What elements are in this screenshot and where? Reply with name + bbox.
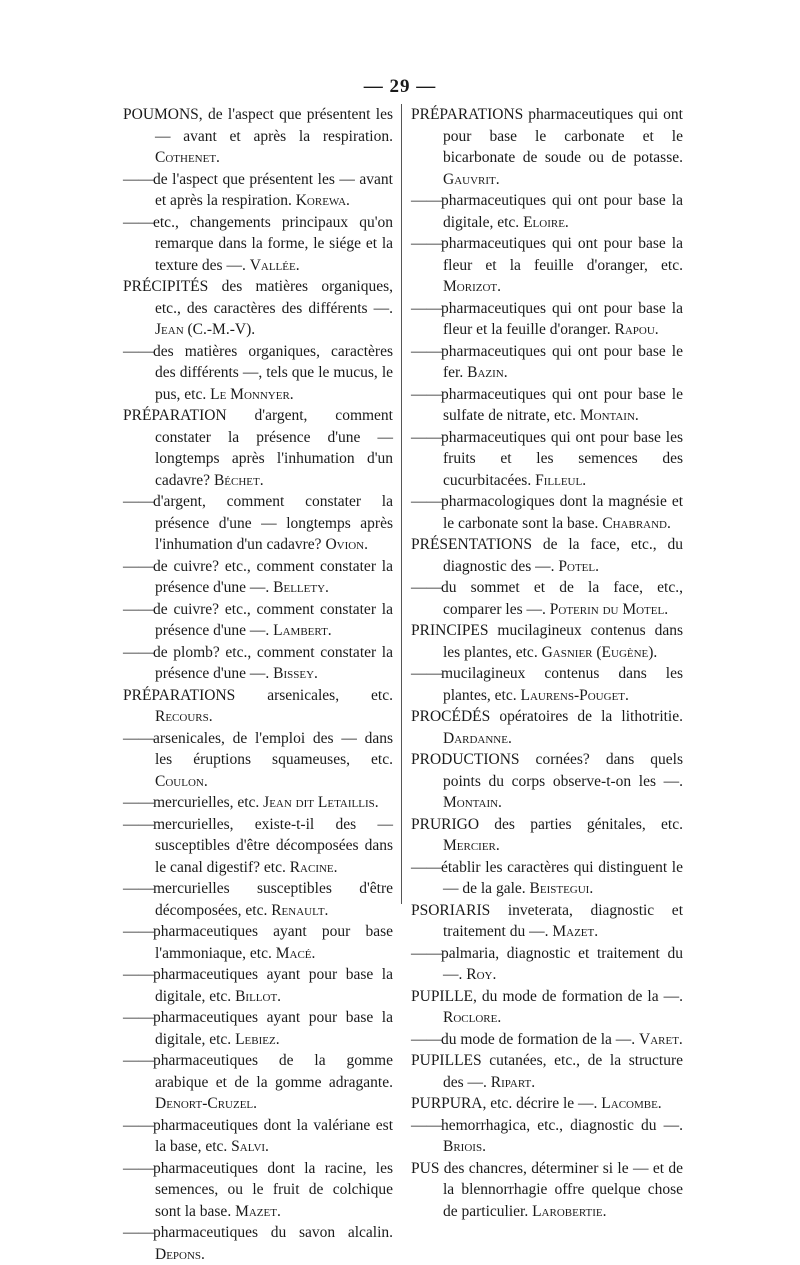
- entry-dash: ——: [123, 923, 154, 940]
- entry-text: pharmaceutiques qui ont pour base le fer.: [441, 342, 683, 381]
- index-entry: [123, 405, 393, 491]
- index-entry: [411, 104, 683, 190]
- entry-author: Gauvrit.: [443, 170, 500, 188]
- index-entry: [123, 599, 393, 642]
- entry-text: du mode de formation de la —.: [441, 1030, 640, 1048]
- entry-author: Briois.: [443, 1138, 486, 1155]
- entry-author: Montain.: [443, 794, 502, 811]
- index-entry: [411, 1050, 683, 1093]
- index-entry: [123, 212, 393, 277]
- index-entry: [123, 964, 393, 1007]
- entry-text: palmaria, diagnostic et traitement du —.: [441, 944, 683, 983]
- entry-author: Bellety.: [273, 579, 329, 596]
- entry-dash: ——: [411, 944, 442, 962]
- index-entry: [411, 1029, 683, 1051]
- entry-author: Laurens-Pouget.: [520, 686, 629, 704]
- index-entry: [411, 663, 683, 706]
- entry-dash: ——: [411, 299, 442, 317]
- entry-dash: ——: [411, 1030, 442, 1048]
- index-entry: [411, 620, 683, 663]
- entry-author: Cothenet.: [155, 149, 220, 166]
- entry-author: Mercier.: [443, 837, 500, 854]
- index-entry: [411, 1093, 683, 1115]
- entry-author: Bissey.: [273, 665, 318, 682]
- entry-text: PRINCIPES mucilagineux contenus dans les plantes, etc.: [411, 622, 683, 661]
- entry-text: de l'aspect que présentent les — avant et après la respiration.: [153, 170, 393, 209]
- index-entry: [123, 1158, 393, 1223]
- entry-author: Bazin.: [467, 364, 508, 381]
- index-entry: [123, 814, 393, 879]
- index-entry: [411, 190, 683, 233]
- entry-text: POUMONS, de l'aspect que présentent les — avant et après la respiration.: [123, 106, 393, 145]
- entry-text: pharmaceutiques dont la racine, les semences, ou le fruit de colchique sont la base.: [153, 1159, 393, 1220]
- entry-author: Roy.: [466, 966, 497, 983]
- index-entry: [411, 341, 683, 384]
- entry-author: Denort-Cruzel.: [155, 1095, 258, 1112]
- entry-dash: ——: [123, 342, 154, 360]
- index-entry: [123, 1115, 393, 1158]
- entry-dash: ——: [123, 729, 154, 747]
- entry-text: pharmaceutiques ayant pour base la digitale, etc.: [153, 966, 393, 1005]
- entry-dash: ——: [123, 1224, 154, 1241]
- index-entry: [123, 341, 393, 406]
- entry-text: etc., changements principaux qu'on remarque dans la forme, le siége et la texture des —.: [153, 213, 393, 274]
- index-entry: [123, 792, 393, 814]
- entry-author: Beistegui.: [529, 880, 594, 897]
- entry-author: Poterin du Motel.: [549, 600, 669, 618]
- entry-text: pharmaceutiques de la gomme arabique et de la gomme adragante.: [153, 1052, 393, 1091]
- entry-text: PROCÉDÉS opératoires de la lithotritie.: [411, 708, 683, 725]
- entry-author: Morizot.: [443, 278, 501, 295]
- entry-text: arsenicales, de l'emploi des — dans les éruptions squameuses, etc.: [153, 729, 393, 768]
- entry-author: Recours.: [155, 708, 213, 725]
- entry-text: hemorrhagica, etc., diagnostic du —.: [441, 1116, 683, 1134]
- column-divider: [401, 104, 402, 904]
- entry-author: Depons.: [155, 1245, 205, 1263]
- entry-author: Montain.: [579, 407, 639, 424]
- entry-dash: ——: [411, 192, 442, 209]
- entry-text: des matières organiques, caractères des différents —, tels que le mucus, le pus, etc.: [153, 342, 393, 403]
- entry-text: PRODUCTIONS cornées? dans quels points du corps observe-t-on les —.: [411, 751, 683, 790]
- entry-dash: ——: [123, 880, 154, 897]
- entry-author: Ovion.: [325, 536, 369, 553]
- entry-author: Eloire.: [523, 213, 569, 231]
- entry-author: Filleul.: [535, 471, 587, 489]
- entry-dash: ——: [411, 235, 442, 252]
- entry-dash: ——: [411, 579, 442, 596]
- entry-author: Roclore.: [443, 1009, 502, 1026]
- entry-dash: ——: [411, 385, 442, 403]
- left-column: [123, 104, 393, 1265]
- index-entry: [411, 900, 683, 943]
- index-entry: [123, 878, 393, 921]
- entry-author: Varet.: [639, 1030, 683, 1048]
- entry-text: du sommet et de la face, etc., comparer les —.: [441, 579, 683, 618]
- index-entry: [123, 491, 393, 556]
- index-entry: [411, 384, 683, 427]
- entry-author: Mazet.: [235, 1202, 281, 1220]
- entry-text: mercurielles susceptibles d'être décomposées, etc.: [153, 880, 393, 919]
- entry-text: PURPURA, etc. décrire le —.: [411, 1095, 602, 1112]
- index-entry: [123, 556, 393, 599]
- entry-author: Jean (C.-M.-V).: [155, 321, 256, 338]
- entry-text: pharmacologiques dont la magnésie et le carbonate sont la base.: [441, 493, 683, 532]
- entry-author: Coulon.: [155, 772, 208, 790]
- index-entry: [411, 491, 683, 534]
- entry-text: de cuivre? etc., comment constater la présence d'une —.: [153, 557, 393, 596]
- index-entry: [411, 814, 683, 857]
- entry-author: Le Monnyer.: [210, 385, 294, 403]
- entry-author: Chabrand.: [602, 514, 671, 532]
- entry-text: PSORIARIS inveterata, diagnostic et traitement du —.: [411, 901, 683, 940]
- entry-text: mucilagineux contenus dans les plantes, etc.: [441, 665, 683, 704]
- entry-text: pharmaceutiques qui ont pour base les fruits et les semences des cucurbitacées.: [441, 428, 683, 489]
- entry-author: Dardanne.: [443, 729, 512, 747]
- entry-dash: ——: [123, 794, 154, 811]
- page-number: — 29 —: [363, 76, 437, 97]
- entry-text: de plomb? etc., comment constater la présence d'une —.: [153, 643, 393, 682]
- index-entry: [123, 921, 393, 964]
- entry-dash: ——: [123, 815, 154, 833]
- index-entry: [411, 943, 683, 986]
- entry-author: Billot.: [235, 987, 282, 1005]
- entry-text: PUPILLES cutanées, etc., de la structure des —.: [411, 1052, 683, 1091]
- entry-author: Lambert.: [273, 622, 332, 639]
- entry-dash: ——: [123, 1009, 154, 1026]
- entry-author: Rapou.: [614, 321, 659, 338]
- entry-author: Korewa.: [295, 192, 350, 209]
- right-column: [411, 104, 683, 1222]
- index-entry: [123, 728, 393, 793]
- entry-author: Renault.: [271, 901, 329, 919]
- entry-text: PRURIGO des parties génitales, etc.: [411, 815, 683, 833]
- entry-dash: ——: [411, 858, 442, 876]
- entry-author: Béchet.: [213, 471, 264, 489]
- entry-text: pharmaceutiques dont la valériane est la base, etc.: [153, 1116, 393, 1155]
- entry-author: Macé.: [275, 944, 316, 962]
- entry-dash: ——: [411, 1116, 442, 1134]
- entry-author: Salvi.: [231, 1138, 269, 1155]
- index-entry: [411, 706, 683, 749]
- entry-author: Ripart.: [490, 1073, 536, 1091]
- entry-dash: ——: [123, 1052, 154, 1069]
- entry-author: Lebiez.: [235, 1030, 280, 1048]
- entry-dash: ——: [123, 170, 154, 188]
- entry-text: d'argent, comment constater la présence d'une — longtemps après l'inhumation d'un cadavre?: [153, 493, 393, 553]
- entry-author: Lacombe.: [601, 1095, 662, 1112]
- index-entry: [411, 233, 683, 298]
- index-entry: [411, 1115, 683, 1158]
- entry-text: mercurielles, existe-t-il des — susceptibles d'être décomposées dans le canal digestif? etc.: [153, 815, 393, 876]
- entry-dash: ——: [123, 966, 154, 983]
- index-entry: [123, 1222, 393, 1265]
- index-entry: [123, 1007, 393, 1050]
- entry-text: pharmaceutiques qui ont pour base la fleur et la feuille d'oranger, etc.: [441, 235, 683, 274]
- entry-text: PUPILLE, du mode de formation de la —.: [411, 987, 683, 1005]
- index-entry: [411, 298, 683, 341]
- index-entry: [411, 749, 683, 814]
- entry-text: PRÉCIPITÉS des matières organiques, etc., des caractères des différents —.: [123, 278, 393, 317]
- entry-text: pharmaceutiques ayant pour base l'ammoniaque, etc.: [153, 923, 393, 962]
- entry-dash: ——: [123, 557, 154, 575]
- index-entry: [411, 427, 683, 492]
- index-entry: [123, 1050, 393, 1115]
- entry-author: Larobertie.: [532, 1202, 607, 1220]
- entry-text: PRÉPARATION d'argent, comment constater la présence d'une — longtemps après l'inhumation d'un cadavre?: [123, 407, 393, 489]
- entry-dash: ——: [411, 665, 442, 682]
- entry-dash: ——: [411, 493, 442, 510]
- entry-text: pharmaceutiques qui ont pour base la fleur et la feuille d'oranger.: [441, 299, 683, 338]
- entry-text: pharmaceutiques ayant pour base la digitale, etc.: [153, 1009, 393, 1048]
- entry-text: pharmaceutiques du savon alcalin.: [153, 1224, 393, 1241]
- index-entry: [123, 685, 393, 728]
- entry-dash: ——: [411, 428, 442, 446]
- index-entry: [123, 642, 393, 685]
- entry-text: PUS des chancres, déterminer si le — et de la blennorrhagie offre quelque chose de particulier.: [411, 1159, 683, 1220]
- index-entry: [411, 986, 683, 1029]
- entry-dash: ——: [123, 213, 154, 231]
- index-entry: [123, 276, 393, 341]
- entry-text: PRÉPARATIONS arsenicales, etc.: [123, 686, 393, 704]
- entry-author: Vallée.: [249, 256, 300, 274]
- entry-dash: ——: [123, 1116, 154, 1134]
- index-entry: [123, 169, 393, 212]
- entry-dash: ——: [123, 643, 154, 661]
- entry-author: Potel.: [558, 557, 599, 575]
- entry-author: Gasnier (Eugène).: [541, 643, 658, 661]
- index-entry: [411, 857, 683, 900]
- entry-text: PRÉPARATIONS pharmaceutiques qui ont pour base le carbonate et le bicarbonate de soude ou de potasse.: [411, 106, 683, 166]
- entry-dash: ——: [123, 600, 154, 618]
- entry-text: pharmaceutiques qui ont pour base la digitale, etc.: [441, 192, 683, 231]
- entry-dash: ——: [123, 493, 154, 510]
- entry-text: établir les caractères qui distinguent le — de la gale.: [441, 858, 683, 897]
- entry-text: de cuivre? etc., comment constater la présence d'une —.: [153, 600, 393, 639]
- entry-author: Racine.: [289, 858, 338, 876]
- entry-dash: ——: [123, 1159, 154, 1177]
- entry-author: Mazet.: [552, 923, 599, 940]
- entry-text: PRÉSENTATIONS de la face, etc., du diagnostic des —.: [411, 536, 683, 575]
- index-entry: [411, 577, 683, 620]
- index-entry: [411, 1158, 683, 1223]
- index-entry: [411, 534, 683, 577]
- index-entry: [123, 104, 393, 169]
- entry-text: pharmaceutiques qui ont pour base le sulfate de nitrate, etc.: [441, 385, 683, 424]
- entry-author: Jean dit Letaillis.: [263, 794, 379, 811]
- entry-dash: ——: [411, 342, 442, 360]
- entry-text: mercurielles, etc.: [153, 794, 264, 811]
